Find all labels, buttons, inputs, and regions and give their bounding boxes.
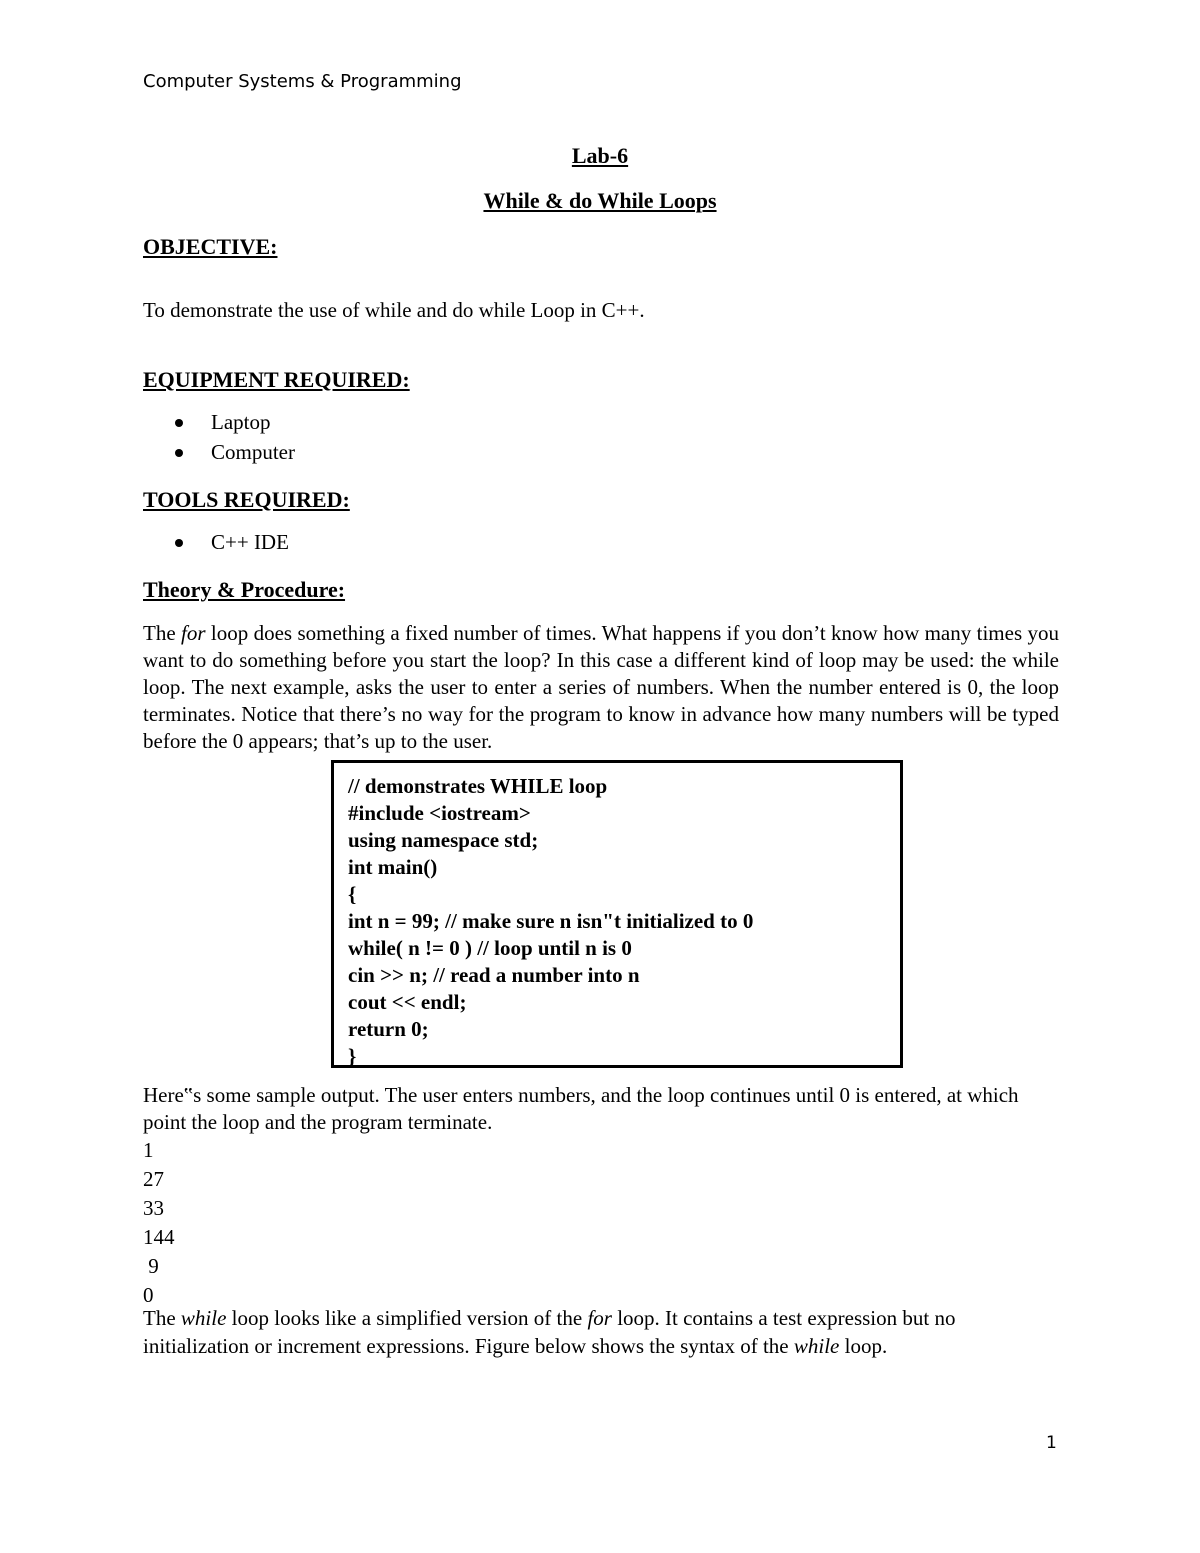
sample-number: 0 [143, 1283, 154, 1307]
list-item: Laptop [173, 407, 295, 437]
list-item: Computer [173, 437, 295, 467]
code-block [331, 760, 903, 1068]
theory-paragraph [143, 620, 1059, 755]
code-line: return 0; [348, 1017, 429, 1041]
tools-heading: TOOLS REQUIRED: [143, 487, 350, 512]
closing-text: loop. It contains a test expression but no initialization or increment expressions. Figure below shows the syntax of the [143, 1306, 956, 1358]
sample-number: 1 [143, 1138, 154, 1162]
code-line: } [348, 1044, 357, 1068]
code-line: int n = 99; // make sure n isn"t initialized to 0 [348, 909, 754, 933]
code-line: while( n != 0 ) // loop until n is 0 [348, 936, 632, 960]
code-line: using namespace std; [348, 828, 539, 852]
sample-number: 9 [143, 1254, 159, 1278]
lab-title: Lab-6 [571, 143, 629, 168]
page-header: Computer Systems & Programming [143, 71, 462, 92]
code-line: cin >> n; // read a number into n [348, 963, 640, 987]
sample-numbers [143, 1136, 175, 1310]
keyword-while: while [793, 1334, 840, 1358]
list-item: C++ IDE [173, 527, 289, 557]
code-line: // demonstrates WHILE loop [348, 774, 608, 798]
sample-number: 27 [143, 1167, 164, 1191]
code-line: { [348, 882, 357, 906]
equipment-list [173, 407, 295, 467]
closing-text: loop. [839, 1334, 888, 1358]
objective-text: To demonstrate the use of while and do while Loop in C++. [143, 298, 645, 322]
closing-paragraph [143, 1304, 1059, 1360]
theory-text: loop does something a fixed number of times. What happens if you don’t know how many times you want to do something before you start the loop? In this case a different kind of loop may be used: the while loop. The next example, asks the user to enter a series of numbers. When the number entered is 0, the loop terminates. Notice that there’s no way for the program to know in advance how many numbers will be typed before the 0 appears; that’s up to the user. [143, 621, 1059, 753]
closing-text: The [143, 1306, 181, 1330]
theory-text: The [143, 621, 182, 645]
tools-list [173, 527, 289, 557]
keyword-while: while [180, 1306, 227, 1330]
sample-number: 144 [143, 1225, 175, 1249]
code-line: int main() [348, 855, 438, 879]
sample-output-text: Here‟s some sample output. The user enters numbers, and the loop continues until 0 is entered, at which point the loop and the program terminate. [143, 1083, 1019, 1134]
theory-heading: Theory & Procedure: [143, 577, 346, 602]
keyword-for: for [181, 621, 206, 645]
equipment-heading: EQUIPMENT REQUIRED: [143, 367, 410, 392]
closing-text: loop looks like a simplified version of the [226, 1306, 588, 1330]
objective-heading: OBJECTIVE: [143, 234, 278, 259]
lab-subtitle: While & do While Loops [483, 188, 717, 213]
code-line: cout << endl; [348, 990, 467, 1014]
sample-number: 33 [143, 1196, 164, 1220]
page-number: 1 [1046, 1433, 1057, 1453]
keyword-for: for [587, 1306, 612, 1330]
code-line: #include <iostream> [348, 801, 531, 825]
